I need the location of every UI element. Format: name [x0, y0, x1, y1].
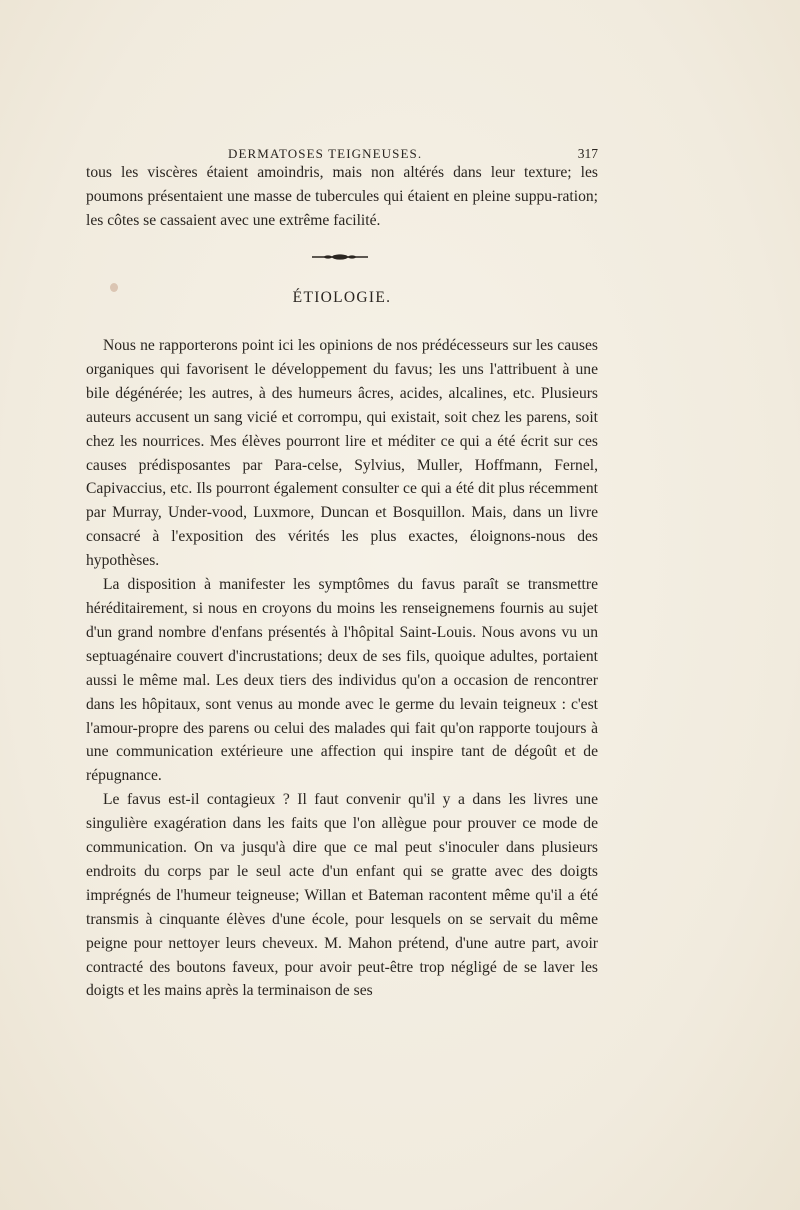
continued-paragraph-block — [86, 161, 598, 233]
continued-paragraph: tous les viscères étaient amoindris, mais non altérés dans leur texture; les poumons présentaient une masse de tubercules qui étaient en pleine suppu-ration; les côtes se cassaient avec une extrême facilité. — [86, 164, 598, 229]
page-number: 317 — [577, 146, 598, 161]
paragraph-2: La disposition à manifester les symptômes du favus paraît se transmettre héréditairement, si nous en croyons du moins les renseignemens fournis au sujet d'un grand nombre d'enfans présentés à l'hôpital Saint-Louis. Nous avons vu un septuagénaire couvert d'incrustations; deux de ses fils, quoique adultes, portaient aussi le même mal. Les deux tiers des individus qu'on a occasion de rencontrer dans les hôpitaux, sont venus au monde avec le germe du levain teigneux : c'est l'amour-propre des parens ou celui des malades qui fait qu'on rapporte toujours à une communication extérieure une affection qui inspire tant de dégoût et de répugnance. — [86, 576, 598, 785]
section-body — [86, 334, 598, 1003]
running-title: DERMATOSES TEIGNEUSES. — [228, 146, 423, 161]
paragraph-3: Le favus est-il contagieux ? Il faut convenir qu'il y a dans les livres une singulière exagération dans les faits que l'on allègue pour prouver ce mode de communication. On va jusqu'à dire que ce mal peut s'inoculer dans plusieurs endroits du corps par le seul acte d'un enfant qui se gratte avec des doigts imprégnés de l'humeur teigneuse; Willan et Bateman racontent même qu'il a été transmis à cinquante élèves d'une école, pour lesquels on se servait du même peigne pour nettoyer leurs cheveux. M. Mahon prétend, d'une autre part, avoir contracté des boutons faveux, pour avoir peut-être trop négligé de se laver les doigts et les mains après la terminaison de ses — [86, 791, 598, 1000]
paragraph-1: Nous ne rapporterons point ici les opinions de nos prédécesseurs sur les causes organiques qui favorisent le développement du favus; les uns l'attribuent à une bile dégénérée; les autres, à des humeurs âcres, acides, alcalines, etc. Plusieurs auteurs accusent un sang vicié et corrompu, qui existait, soit chez les parens, soit chez les nourrices. Mes élèves pourront lire et méditer ce qui a été écrit sur ces causes prédisposantes par Para-celse, Sylvius, Muller, Hoffmann, Fernel, Capivaccius, etc. Ils pourront également consulter ce qui a été dit plus récemment par Murray, Under-vood, Luxmore, Duncan et Bosquillon. Mais, dans un livre consacré à l'exposition des vérités les plus exactes, éloignons-nous des hypothèses. — [86, 337, 598, 570]
section-title: ÉTIOLOGIE. — [292, 289, 392, 306]
section-divider-ornament — [310, 252, 370, 262]
